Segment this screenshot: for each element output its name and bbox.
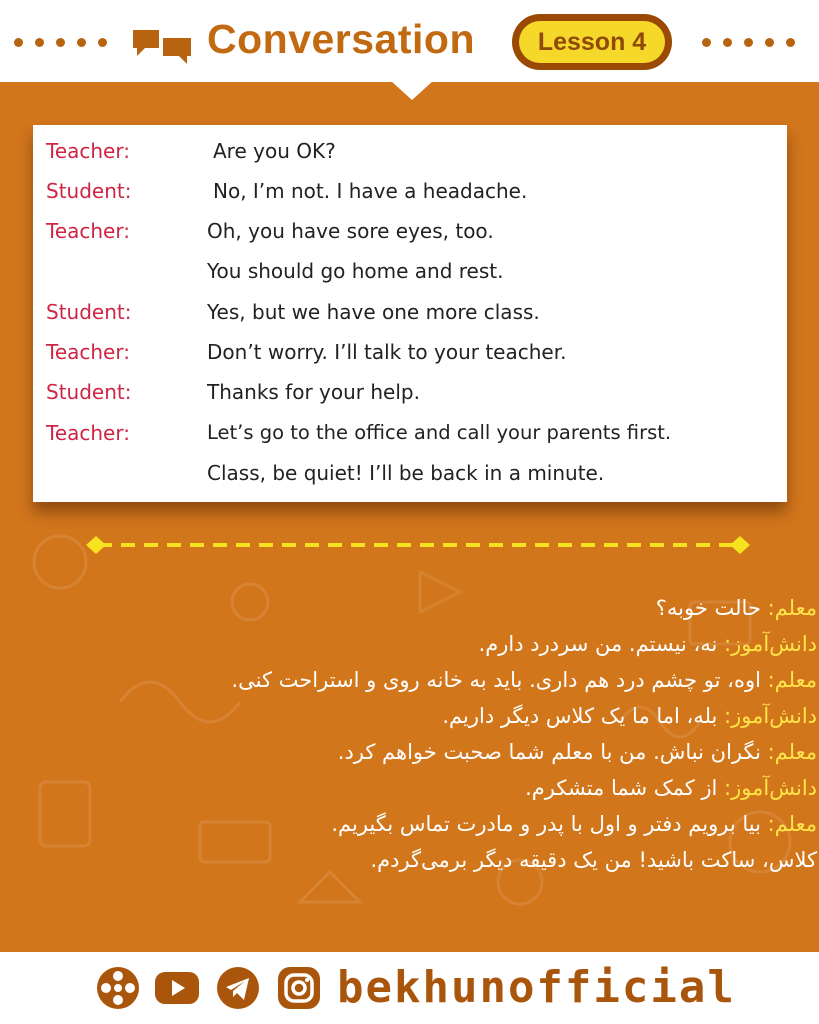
speaker-label: Student: [46, 300, 132, 324]
decorative-dots-left [14, 38, 107, 47]
translation-line [17, 662, 817, 698]
translation-speaker: دانش‌آموز: [724, 776, 817, 800]
translation-text: حالت خوبه؟ [655, 596, 768, 620]
chat-bubbles-icon [131, 26, 193, 66]
dialogue-row [33, 340, 787, 380]
translation-text: بله، اما ما یک کلاس دیگر داریم. [442, 704, 725, 728]
translation-line [17, 626, 817, 662]
telegram-icon[interactable] [215, 965, 261, 1011]
translation-text: نگران نباش. من با معلم شما صحبت خواهم کرد. [337, 740, 768, 764]
youtube-icon[interactable] [154, 965, 200, 1011]
brand-handle: bekhunofficial [337, 962, 736, 1013]
translation-speaker: معلم: [767, 596, 817, 620]
dialogue-card [33, 125, 787, 502]
translation-speaker: معلم: [767, 812, 817, 836]
translation-line [17, 770, 817, 806]
dialogue-row [33, 219, 787, 259]
dialogue-row [33, 259, 787, 299]
translation-speaker: معلم: [767, 740, 817, 764]
dialogue-line: Are you OK? [213, 139, 336, 163]
translation-speaker: دانش‌آموز: [724, 632, 817, 656]
speaker-label: Teacher: [46, 340, 130, 364]
dialogue-line: No, I’m not. I have a headache. [213, 179, 528, 203]
dialogue-line: Thanks for your help. [207, 380, 420, 404]
speaker-label: Student: [46, 380, 132, 404]
dialogue-row [33, 300, 787, 340]
dialogue-line: Yes, but we have one more class. [207, 300, 540, 324]
translation-text: از کمک شما متشکرم. [525, 776, 725, 800]
translation-line [17, 734, 817, 770]
translation-text: نه، نیستم. من سردرد دارم. [478, 632, 725, 656]
translation-block [17, 590, 817, 878]
speaker-label: Student: [46, 179, 132, 203]
dialogue-line: Oh, you have sore eyes, too. [207, 219, 494, 243]
dialogue-row [33, 380, 787, 420]
translation-line [17, 842, 817, 878]
dialogue-line: Let’s go to the office and call your parents first. [207, 421, 672, 444]
translation-text: کلاس، ساکت باشید! من یک دقیقه دیگر برمی‌گردم. [370, 848, 817, 872]
dialogue-line: You should go home and rest. [207, 259, 504, 283]
translation-text: اوه، تو چشم درد هم داری. باید به خانه روی و استراحت کنی. [231, 668, 768, 692]
dialogue-row [33, 421, 787, 461]
dialogue-row [33, 461, 787, 501]
speaker-label: Teacher: [46, 139, 130, 163]
dialogue-line: Don’t worry. I’ll talk to your teacher. [207, 340, 567, 364]
instagram-icon[interactable] [276, 965, 322, 1011]
dialogue-row [33, 139, 787, 179]
translation-line [17, 590, 817, 626]
page-title: Conversation [207, 16, 475, 62]
translation-speaker: معلم: [767, 668, 817, 692]
speaker-label: Teacher: [46, 219, 130, 243]
dialogue-row [33, 179, 787, 219]
dashed-divider [84, 534, 752, 556]
speaker-label: Teacher: [46, 421, 130, 445]
translation-line [17, 806, 817, 842]
translation-line [17, 698, 817, 734]
dialogue-line: Class, be quiet! I’ll be back in a minute. [207, 461, 605, 485]
translation-text: بیا برویم دفتر و اول با پدر و مادرت تماس بگیریم. [331, 812, 768, 836]
translation-speaker: دانش‌آموز: [724, 704, 817, 728]
film-reel-icon[interactable] [95, 965, 141, 1011]
decorative-dots-right [702, 38, 795, 47]
header-bar [0, 0, 819, 82]
lesson-label: Lesson 4 [519, 21, 665, 63]
